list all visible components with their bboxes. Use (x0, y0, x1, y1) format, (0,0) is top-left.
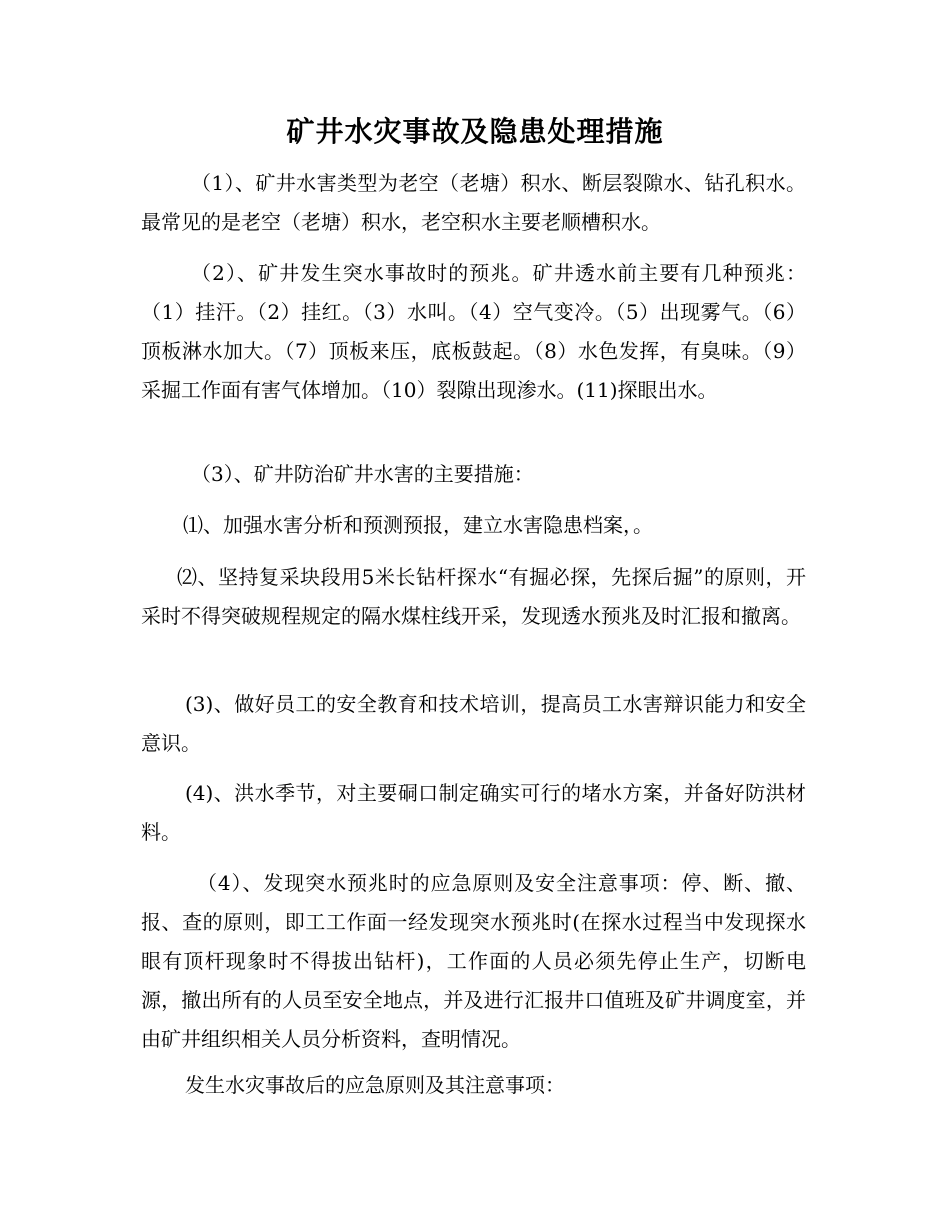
paragraph-inrush-warning-signs: （2）、矿井发生突水事故时的预兆。矿井透水前主要有几种预兆：（1）挂汗。（2）挂红。（3）水叫。（4）空气变冷。（5）出现雾气。（6）顶板淋水加大。（7）顶板来压，底板鼓起。（8）水色发挥，有臭味。（9）采掘工作面有害气体增加。（10）裂隙出现渗水。(11)探眼出水。 (141, 261, 806, 402)
paragraph-measure-3: (3)、做好员工的安全教育和技术培训，提高员工水害辩识能力和安全意识。 (141, 692, 806, 755)
paragraph-measure-2: ⑵、坚持复采块段用5米长钻杆探水“有掘必探，先探后掘”的原则，开采时不得突破规程规定的隔水煤柱线开采，发现透水预兆及时汇报和撤离。 (141, 565, 806, 628)
document-title: 矿井水灾事故及隐患处理措施 (286, 115, 664, 148)
paragraph-water-hazard-types: （1）、矿井水害类型为老空（老塘）积水、断层裂隙水、钻孔积水。最常见的是老空（老塘）积水，老空积水主要老顺槽积水。 (141, 171, 806, 234)
paragraph-emergency-principles: （4）、发现突水预兆时的应急原则及安全注意事项：停、断、撤、报、查的原则，即工工作面一经发现突水预兆时(在探水过程当中发现探水眼有顶杆现象时不得拔出钻杆)，工作面的人员必须先停止生产，切断电源，撤出所有的人员至安全地点，并及进行汇报井口值班及矿井调度室，并由矿井组织相关人员分析资料，查明情况。 (141, 871, 806, 1051)
paragraph-prevention-heading: （3）、矿井防治矿井水害的主要措施： (191, 462, 534, 486)
paragraph-post-accident-heading: 发生水灾事故后的应急原则及其注意事项： (185, 1073, 565, 1097)
paragraph-measure-1: ⑴、加强水害分析和预测预报，建立水害隐患档案，。 (183, 513, 653, 537)
paragraph-measure-4: (4)、洪水季节，对主要硐口制定确实可行的堵水方案，并备好防洪材料。 (141, 781, 806, 844)
